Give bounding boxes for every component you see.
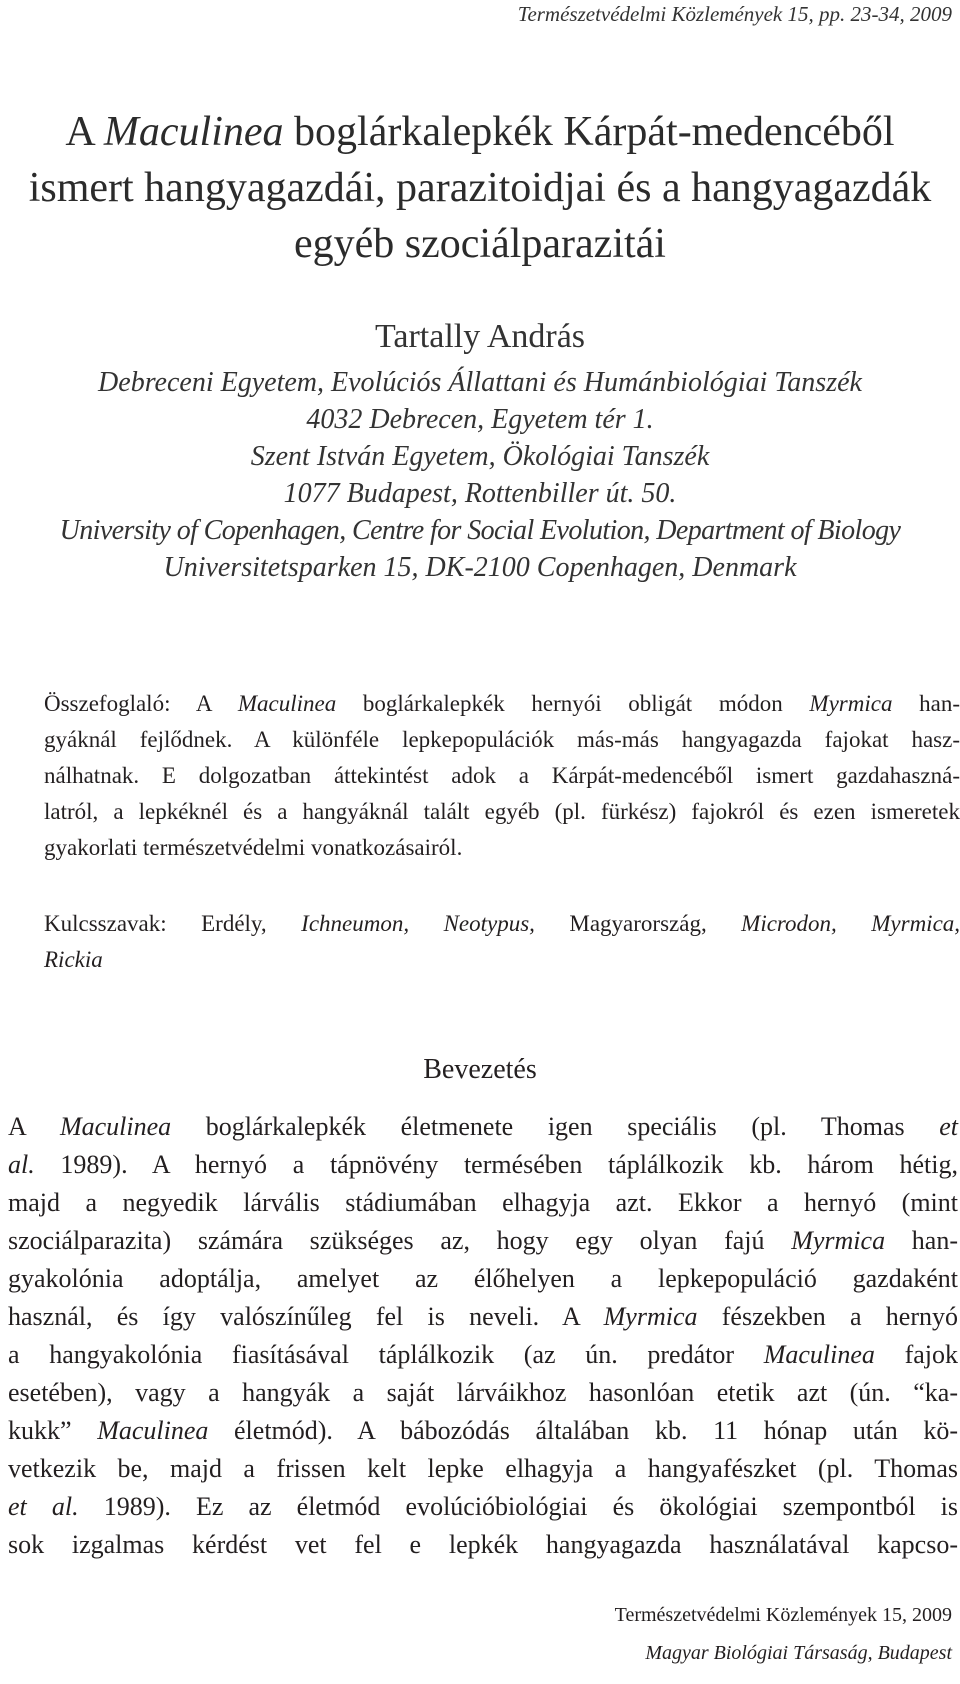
- footer-journal: Természetvédelmi Közlemények 15, 2009: [614, 1604, 952, 1626]
- keywords-label: Kulcsszavak:: [44, 911, 167, 936]
- abstract-line-3: nálhatnak. E dolgozatban áttekintést adok a Kárpát-medencéből ismert gazdahaszná-: [44, 763, 960, 788]
- body-paragraph: [8, 1108, 958, 1564]
- body-line-6: használ, és így valószínűleg fel is neveli. A Myrmica fészekben a hernyó: [8, 1302, 958, 1331]
- body-line-11: et al. 1989). Ez az életmód evolúcióbiológiai és ökológiai szempontból is: [8, 1492, 958, 1521]
- abstract-line-2: gyáknál fejlődnek. A különféle lepkepopulációk más-más hangyagazda fajokat hasz-: [44, 727, 960, 752]
- body-line-5: gyakolónia adoptálja, amelyet az élőhelyen a lepkepopuláció gazdaként: [8, 1264, 958, 1293]
- body-line-10: vetkezik be, majd a frissen kelt lepke elhagyja a hangyafészket (pl. Thomas: [8, 1454, 958, 1483]
- footer-publisher: Magyar Biológiai Társaság, Budapest: [645, 1642, 952, 1664]
- running-head: Természetvédelmi Közlemények 15, pp. 23-34, 2009: [517, 2, 952, 26]
- title-line-1: A Maculinea boglárkalepkék Kárpát-medencéből: [65, 109, 895, 155]
- body-line-7: a hangyakolónia fiasításával táplálkozik (az ún. predátor Maculinea fajok: [8, 1340, 958, 1369]
- body-line-12: sok izgalmas kérdést vet fel e lepkék hangyagazda használatával kapcso-: [8, 1530, 958, 1559]
- keywords-line-2: Rickia: [44, 947, 103, 972]
- abstract-line-5: gyakorlati természetvédelmi vonatkozásairól.: [44, 835, 463, 860]
- title-line-2: ismert hangyagazdái, parazitoidjai és a hangyagazdák: [28, 165, 932, 211]
- body-line-4: szociálparazita) számára szükséges az, hogy egy olyan fajú Myrmica han-: [8, 1226, 958, 1255]
- author-name: Tartally András: [374, 318, 586, 355]
- keywords-line-1: Kulcsszavak: Erdély, Ichneumon, Neotypus, Magyarország, Microdon, Myrmica,: [44, 911, 960, 936]
- article-title: [0, 104, 960, 272]
- affiliation-line-4: 1077 Budapest, Rottenbiller út. 50.: [283, 478, 677, 509]
- affiliation-line-1: Debreceni Egyetem, Evolúciós Állattani és Humánbiológiai Tanszék: [98, 367, 862, 398]
- keywords: [44, 906, 960, 978]
- abstract-line-4: latról, a lepkéknél és a hangyáknál talált egyéb (pl. fürkész) fajokról és ezen ismeretek: [44, 799, 960, 824]
- section-heading: Bevezetés: [423, 1054, 537, 1085]
- affiliation-line-5: University of Copenhagen, Centre for Social Evolution, Department of Biology: [59, 515, 901, 546]
- affiliation-line-6: Universitetsparken 15, DK-2100 Copenhagen, Denmark: [163, 552, 797, 583]
- body-line-2: al. 1989). A hernyó a tápnövény termésében táplálkozik kb. három hétig,: [8, 1150, 958, 1179]
- affiliation-line-3: Szent István Egyetem, Ökológiai Tanszék: [250, 441, 710, 472]
- affiliation-line-2: 4032 Debrecen, Egyetem tér 1.: [306, 404, 654, 435]
- title-genus: Maculinea: [103, 109, 284, 155]
- body-line-9: kukk” Maculinea életmód). A bábozódás általában kb. 11 hónap után kö-: [8, 1416, 958, 1445]
- body-line-1: A Maculinea boglárkalepkék életmenete igen speciális (pl. Thomas et: [8, 1112, 958, 1141]
- body-line-3: majd a negyedik lárvális stádiumában elhagyja azt. Ekkor a hernyó (mint: [8, 1188, 958, 1217]
- title-line-3: egyéb szociálparazitái: [294, 221, 666, 267]
- abstract-line-1: Összefoglaló: A Maculinea boglárkalepkék hernyói obligát módon Myrmica han-: [44, 691, 960, 716]
- body-line-8: esetében), vagy a hangyák a saját lárváikhoz hasonlóan etetik azt (ún. “ka-: [8, 1378, 958, 1407]
- abstract: [44, 686, 960, 866]
